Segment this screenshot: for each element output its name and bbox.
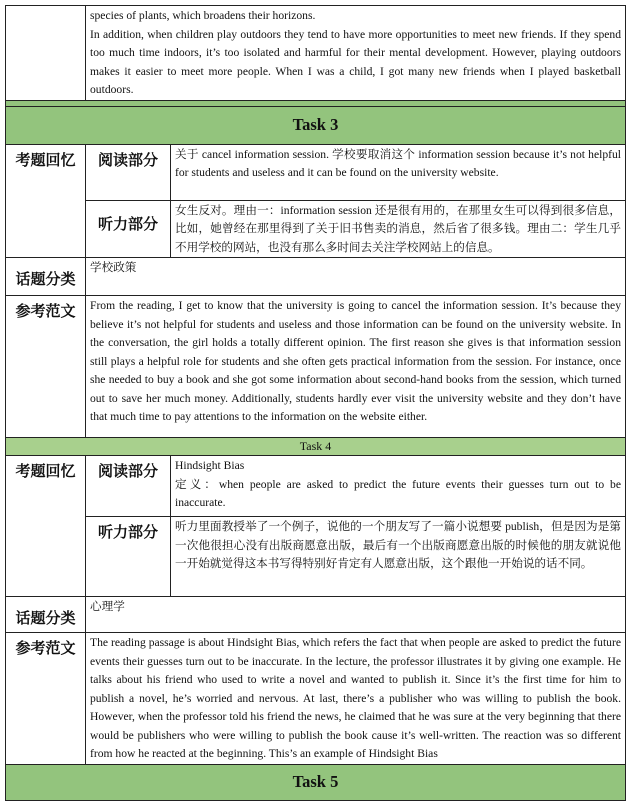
task3-topic-label: 话题分类: [6, 258, 86, 296]
task5-title: Task 5: [6, 764, 626, 800]
task3-topic-row: [6, 258, 626, 296]
task3-recall-label: 考题回忆: [6, 144, 86, 258]
task3-reading-label: 阅读部分: [86, 144, 171, 200]
task4-sample-row: [6, 633, 626, 765]
task3-reading-text: 关于 cancel information session. 学校要取消这个 information session because it’s not helpful for students and useless and it can be found on the university website.: [171, 144, 626, 200]
task4-reading-cell: [171, 456, 626, 517]
task3-sample-label: 参考范文: [6, 296, 86, 438]
task4-sample-label: 参考范文: [6, 633, 86, 765]
task4-topic-value: 心理学: [86, 597, 626, 633]
task4-reading-label: 阅读部分: [86, 456, 171, 517]
task4-topic-row: [6, 597, 626, 633]
task2-tail-text: species of plants, which broadens their horizons. In addition, when children play outdoors they tend to have more opportunities to meet new friends. If they spend too much time indoors, it’s too isolated and harmful for their mental development. However, playing outdoors makes it easier to meet more people. When I was a child, I got many new friends when I played basketball outdoors.: [86, 6, 626, 101]
task3-reading-row: [6, 144, 626, 200]
task4-listening-text: 听力里面教授举了一个例子，说他的一个朋友写了一篇小说想要 publish，但是因为是第一次他很担心没有出版商愿意出版，最后有一个出版商愿意出版的时候他的朋友就说他一开始就觉得这本书写得特别好肯定有人愿意出版，这个跟他一开始说的话不同。: [171, 517, 626, 597]
task3-listening-row: [6, 200, 626, 258]
task3-topic-value: 学校政策: [86, 258, 626, 296]
task4-title: Task 4: [6, 438, 626, 456]
task4-listening-label: 听力部分: [86, 517, 171, 597]
task3-header-row: [6, 106, 626, 144]
blank-cell: [6, 6, 86, 101]
task3-listening-label: 听力部分: [86, 200, 171, 258]
task3-title: Task 3: [6, 106, 626, 144]
tasks-table: [5, 5, 626, 801]
task5-header-row: [6, 764, 626, 800]
task4-reading-title: Hindsight Bias: [175, 459, 245, 472]
task4-header-row: [6, 438, 626, 456]
task4-topic-label: 话题分类: [6, 597, 86, 633]
task4-reading-row: [6, 456, 626, 517]
task3-sample-text: From the reading, I get to know that the university is going to cancel the information session. It’s because they believe it’s not helpful for students and useless and those information can be found on the university website. In the conversation, the girl holds a totally different opinion. The first reason she gives is that information session still plays a helpful role for students and she often gets practical information from the session. For instance, once she needed to buy a book and she got some information about second-hand books from the session, which turned out to save her much money. Additionally, students hardly ever visit the university website and they don’t have that much time to pay attentions to the information on the website either.: [86, 296, 626, 438]
task3-sample-row: [6, 296, 626, 438]
task2-tail-row: [6, 6, 626, 101]
task4-reading-text: 定义：when people are asked to predict the future events their guesses turn out to be inaccurate.: [175, 477, 621, 509]
task3-listening-text: 女生反对。理由一：information session 还是很有用的，在那里女生可以得到很多信息，比如，她曾经在那里得到了关于旧书售卖的消息，然后省了很多钱。理由二：学生几乎不用学校的网站，也没有那么多时间去关注学校网站上的信息。: [171, 200, 626, 258]
task4-listening-row: [6, 517, 626, 597]
task4-sample-text: The reading passage is about Hindsight Bias, which refers the fact that when people are asked to predict the future events their guesses turn out to be inaccurate. In the lecture, the professor illustrates it by giving one example. He talks about his friend who used to write a novel and wanted to publish it. Since it’s the first time for him to publish a novel, he’s worried and nervous. At last, there’s a publisher who was willing to publish the book. However, when the professor told his friend the news, he claimed that he was sure at the very beginning that there would be publishers who were willing to publish the book cause it’s well-written. The reaction was so different from how he reacted at the beginning. This’s an example of Hindsight Bias: [86, 633, 626, 765]
task4-recall-label: 考题回忆: [6, 456, 86, 597]
